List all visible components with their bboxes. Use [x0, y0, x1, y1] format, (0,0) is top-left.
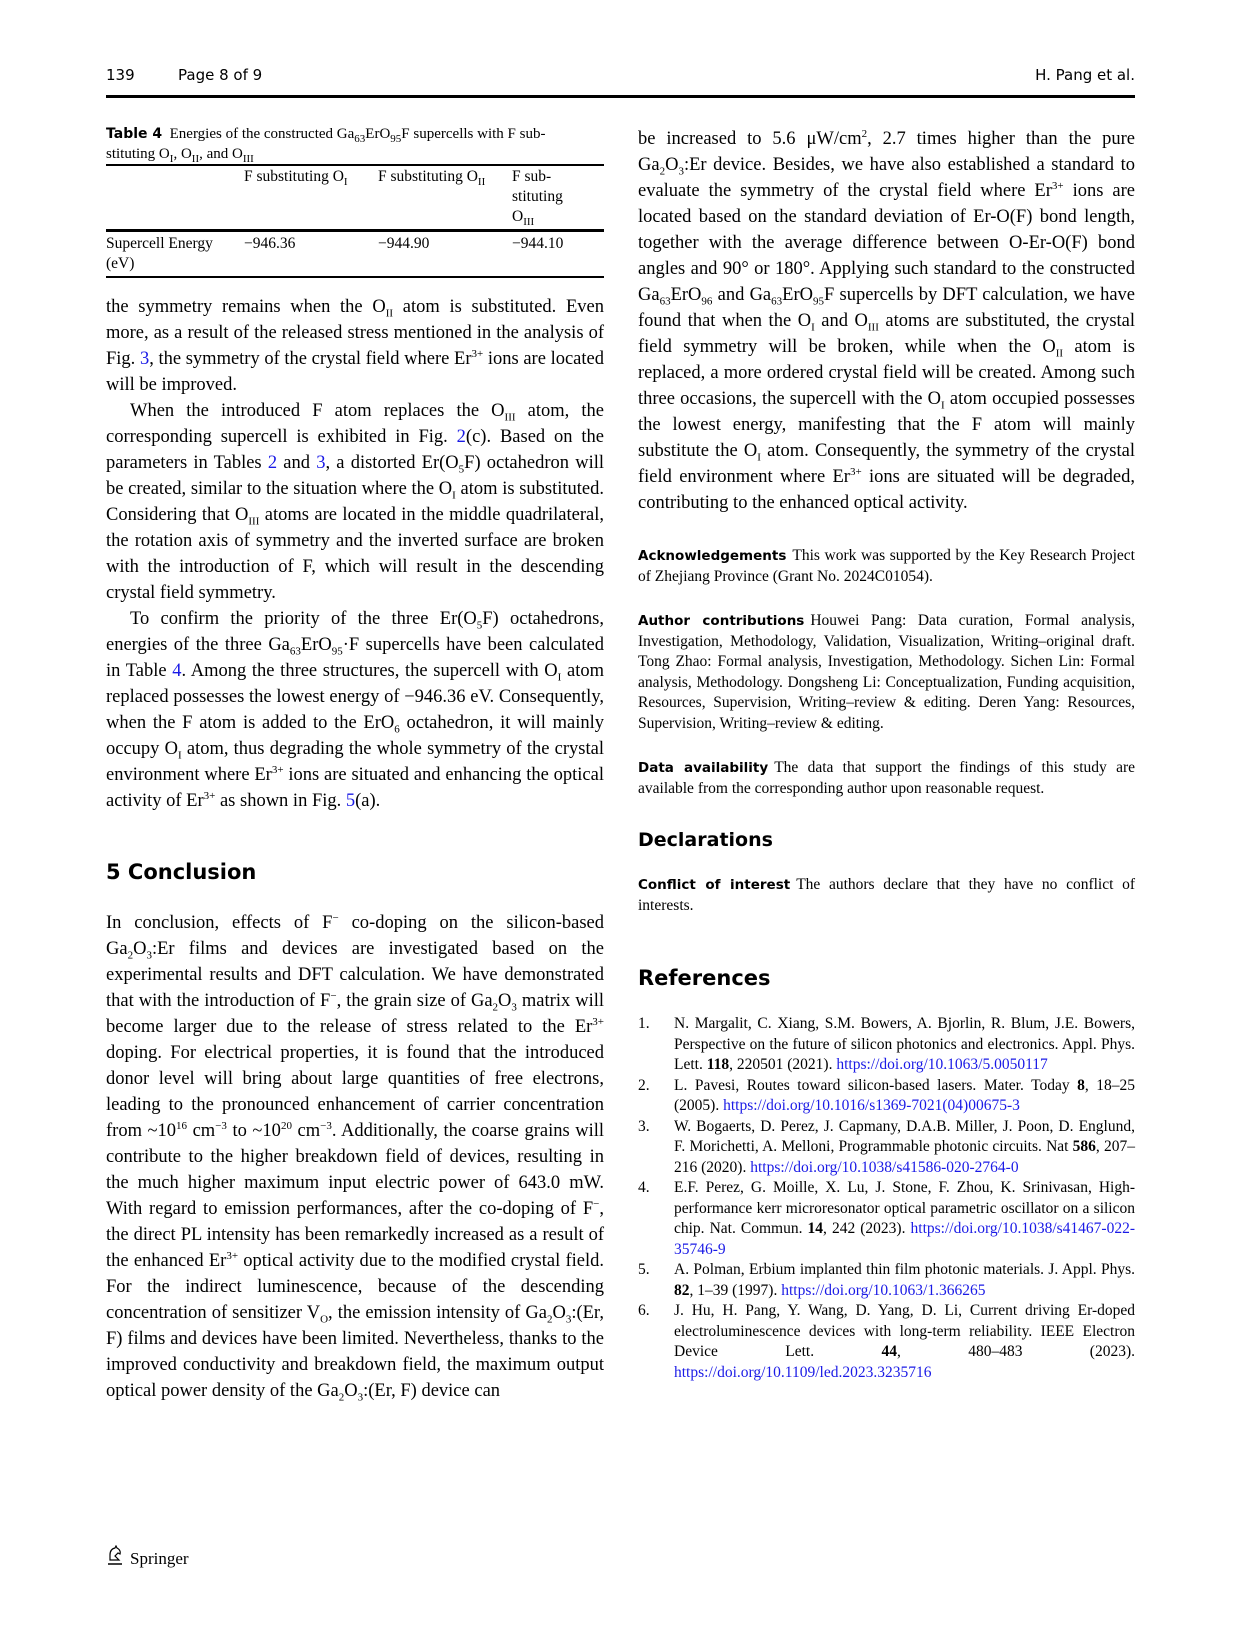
doi-link[interactable]: https://doi.org/10.1109/led.2023.3235716 — [674, 1363, 932, 1381]
energy-oii: −944.90 — [378, 235, 430, 252]
reference-item: 1. N. Margalit, C. Xiang, S.M. Bowers, A. Bjorlin, R. Blum, J.E. Bowers, Perspective on the future of silicon photonics and electronics. Appl. Phys. Lett. 118, 220501 (2021). https://doi.org/10.1063/5.0050117 — [638, 1015, 1135, 1073]
table-row — [106, 231, 604, 278]
table-3-link[interactable]: 3 — [316, 453, 326, 473]
conclusion-continued: be increased to 5.6 $\mu W/cm^2$, 2.7 times higher than the pure $Ga_2O_3:Er$ device. Besides, we have also established a standard to evaluate the symmetry of the crystal field where $Er^{3+}$ ions are located based on the standard deviation of Er-O(F) bond length, together with the average difference between O-Er-O(F) bond angles and 90° or 180°. Applying such standard to the constructed $Ga_{63}ErO_{96}$ and $Ga_{63}ErO_{95}F$ supercells by DFT calculation, we have found that when the $O_I$ and $O_{III}$ atoms are substituted, the crystal field symmetry will be broken, while when the $O_{II}$ atom is replaced, a more ordered crystal field will be created. Among such three occasions, the supercell with the $O_I$ atom occupied possesses the lowest energy, manifesting that the F atom will mainly substitute the $O_I$ atom. Consequently, the symmetry of the crystal field environment where $Er^{3+}$ ions are situated will be degraded, contributing to the enhanced optical activity. — [638, 127, 1136, 513]
conflict-of-interest — [638, 875, 1135, 916]
reference-item: 4. E.F. Perez, G. Moille, X. Lu, J. Stone, F. Zhou, K. Srinivasan, High-performance kerr microresonator optical parametric oscillator on a silicon chip. Nat. Commun. 14, 242 (2023). https://doi.org/10.1038/s41467-022-35746-9 — [638, 1179, 1135, 1258]
acknowledgements-label: Acknowledgements — [638, 548, 787, 564]
reference-item: 2. L. Pavesi, Routes toward silicon-based lasers. Mater. Today 8, 18–25 (2005). https://doi.org/10.1016/s1369-7021(04)00675-3 — [638, 1076, 1135, 1114]
author-contributions-text: Houwei Pang: Data curation, Formal analysis, Investigation, Methodology, Validation, Visualization, Writing–original draft. Tong Zhao: Formal analysis, Investigation, Methodology. Sichen Lin: Formal analysis, Methodology. Dongsheng Li: Conceptualization, Funding acquisition, Resources, Supervision, Writing–review & editing. Deren Yang: Resources, Supervision, Writing–review & editing. — [638, 612, 1135, 732]
data-availability-label: Data availability — [638, 760, 769, 776]
reference-list — [638, 1014, 1135, 1383]
data-availability — [638, 758, 1135, 799]
doi-link[interactable]: https://doi.org/10.1038/s41467-022-35746-9 — [674, 1220, 1135, 1258]
publisher-name: Springer — [130, 1548, 189, 1568]
header-cell-oi: F substituting $O_I$ — [244, 168, 348, 189]
doi-link[interactable]: https://doi.org/10.1038/s41586-020-2764-0 — [750, 1158, 1019, 1176]
fig-3-link[interactable]: 3 — [139, 349, 150, 369]
table-caption: Table 4 Energies of the constructed $Ga_{63}ErO_{95}F$ supercells with F sub- stituting $O_I$, $O_{II}$, and $O_{III}$ — [106, 126, 546, 165]
header-cell-oiii: F sub- stituting $O_{III}$ — [512, 168, 563, 229]
conflict-label: Conflict of interest — [638, 877, 791, 893]
energy-oiii: −944.10 — [512, 235, 564, 252]
conflict-text: The authors declare that they have no conflict of interests. — [638, 876, 1135, 914]
publisher-footer — [106, 1545, 189, 1572]
paragraph-3: To confirm the priority of the three $Er(O_5F)$ octahedrons, energies of the three $Ga_{63}ErO_{95}\cdot F$ supercells have been calculated in Table 4. Among the three structures, the supercell with $O_I$ atom replaced possesses the lowest energy of −946.36 eV. Consequently, when the F atom is added to the ErO$_6$ octahedron, it will mainly occupy $O_I$ atom, thus degrading the whole symmetry of the crystal environment where $Er^{3+}$ ions are situated and enhancing the optical activity of $Er^{3+}$ as shown in Fig. 5(a). — [106, 609, 605, 811]
table-4-link[interactable]: 4 — [172, 661, 182, 681]
header-cell-empty — [106, 165, 244, 231]
page-of-label: Page 8 of 9 — [178, 66, 263, 84]
springer-knight-icon — [106, 1545, 124, 1572]
reference-item: 5. A. Polman, Erbium implanted thin film photonic materials. J. Appl. Phys. 82, 1–39 (1997). https://doi.org/10.1063/1.366265 — [638, 1261, 1135, 1299]
author-contributions — [638, 611, 1135, 734]
running-authors: H. Pang et al. — [1035, 66, 1135, 84]
fig-2-link[interactable]: 2 — [456, 427, 466, 447]
doi-link[interactable]: https://doi.org/10.1063/5.0050117 — [836, 1056, 1048, 1073]
table-header-row — [106, 165, 604, 231]
energy-table — [106, 164, 604, 278]
author-contributions-label: Author contributions — [638, 613, 805, 629]
reference-item: 6. J. Hu, H. Pang, Y. Wang, D. Yang, D. Li, Current driving Er-doped electroluminescence devices with long-term reliability. IEEE Electron Device Lett. 44, 480–483 (2023). https://doi.org/10.1109/led.2023.3235716 — [638, 1302, 1135, 1381]
paragraph-1: the symmetry remains when the $O_{II}$ atom is substituted. Even more, as a result of the released stress mentioned in the analysis of Fig. 3, the symmetry of the crystal field where $Er^{3+}$ ions are located will be improved. — [106, 297, 605, 395]
paragraph-2: When the introduced F atom replaces the $O_{III}$ atom, the corresponding supercell is exhibited in Fig. 2(c). Based on the parameters in Tables 2 and 3, a distorted $Er(O_5F)$ octahedron will be created, similar to the situation where the $O_I$ atom is substituted. Considering that $O_{III}$ atoms are located in the middle quadrilateral, the rotation axis of symmetry and the inverted surface are broken with the introduction of F, which will result in the descending crystal field symmetry. — [106, 401, 605, 603]
acknowledgements — [638, 546, 1135, 587]
conclusion-paragraph: In conclusion, effects of F− co-doping on the silicon-based $Ga_2O_3:Er$ films and devices are investigated based on the experimental results and DFT calculation. We have demonstrated that with the introduction of F−, the grain size of $Ga_2O_3$ matrix will become larger due to the release of stress related to the $Er^{3+}$ doping. For electrical properties, it is found that the introduced donor level will bring about large quantities of free electrons, leading to the pronounced enhancement of carrier concentration from $\sim 10^{16}$ $cm^{-3}$ to $\sim 10^{20}$ $cm^{-3}$. Additionally, the coarse grains will contribute to the higher breakdown field of devices, resulting in the much higher maximum input electric power of 643.0 mW. With regard to emission performances, after the co-doping of F−, the direct PL intensity has been remarkedly increased as a result of the enhanced $Er^{3+}$ optical activity due to the modified crystal field. For the indirect luminescence, because of the descending concentration of sensitizer $V_O$, the emission intensity of $Ga_2O_3:(Er$, F) films and devices have been limited. Nevertheless, thanks to the improved conductivity and breakdown field, the maximum output optical power density of the $Ga_2O_3:(Er$, F) device can — [106, 911, 604, 1404]
table-label: Table 4 — [106, 126, 163, 142]
left-column — [106, 294, 604, 1404]
fig-5-link[interactable]: 5 — [345, 791, 356, 811]
reference-item: 3. W. Bogaerts, D. Perez, J. Capmany, D.A.B. Miller, J. Poon, D. Englund, F. Morichetti, A. Melloni, Programmable photonic circuits. Nat 586, 207–216 (2020). https://doi.org/10.1038/s41586-020-2764-0 — [638, 1117, 1135, 1176]
doi-link[interactable]: https://doi.org/10.1063/1.366265 — [781, 1281, 986, 1299]
right-column — [638, 126, 1135, 1383]
acknowledgements-text: This work was supported by the Key Research Project of Zhejiang Province (Grant No. 2024C01054). — [638, 547, 1135, 585]
header-cell-oii: F substituting $O_{II}$ — [378, 168, 486, 189]
row-label: Supercell Energy (eV) — [106, 235, 213, 272]
data-availability-text: The data that support the findings of this study are available from the corresponding author upon reasonable request. — [638, 759, 1136, 797]
declarations-heading: Declarations — [638, 829, 773, 851]
doi-link[interactable]: https://doi.org/10.1016/s1369-7021(04)00675-3 — [723, 1097, 1020, 1114]
section-heading-conclusion: 5 Conclusion — [106, 860, 257, 884]
table-4 — [106, 124, 604, 278]
references-heading: References — [638, 966, 771, 990]
page-number: 139 — [106, 66, 135, 84]
energy-oi: −946.36 — [244, 235, 296, 252]
table-2-link[interactable]: 2 — [267, 453, 278, 473]
running-header — [106, 64, 1135, 98]
